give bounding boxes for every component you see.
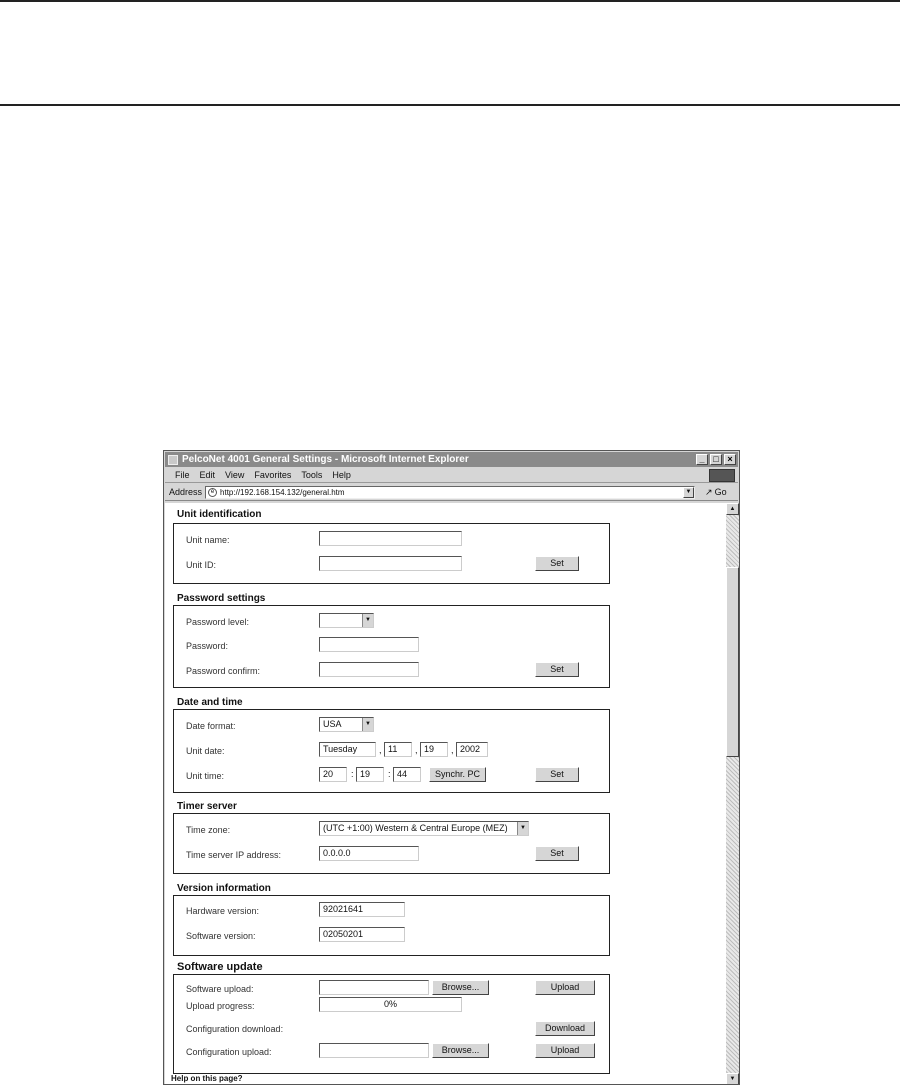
time-separator: : (351, 769, 354, 779)
password-level-select[interactable] (319, 613, 374, 628)
date-format-value: USA (323, 719, 342, 729)
password-set-button[interactable]: Set (535, 662, 579, 677)
go-label: Go (714, 487, 727, 497)
title-bar (165, 452, 738, 467)
hardware-version-label: Hardware version: (186, 906, 260, 916)
address-label: Address (169, 487, 203, 497)
menu-tools[interactable]: Tools (301, 470, 323, 480)
menu-help[interactable]: Help (332, 470, 351, 480)
vertical-scrollbar[interactable] (726, 503, 739, 1085)
software-version-label: Software version: (186, 931, 256, 941)
page-icon: e (208, 488, 217, 497)
menu-view[interactable]: View (225, 470, 245, 480)
hardware-version-field: 92021641 (319, 902, 405, 917)
menu-edit[interactable]: Edit (199, 470, 216, 480)
version-information-title: Version information (177, 883, 271, 894)
password-settings-title: Password settings (177, 593, 266, 604)
windows-logo-icon (709, 469, 735, 482)
date-format-select[interactable] (319, 717, 374, 732)
configuration-download-button[interactable]: Download (535, 1021, 595, 1036)
scrollbar-thumb[interactable] (726, 567, 739, 757)
chevron-down-icon: ▼ (517, 822, 528, 835)
minimize-button[interactable]: _ (696, 454, 708, 465)
second-input[interactable]: 44 (393, 767, 421, 782)
unit-name-label: Unit name: (186, 535, 230, 545)
date-and-time-title: Date and time (177, 697, 243, 708)
unit-time-label: Unit time: (186, 771, 225, 781)
address-input[interactable] (205, 486, 695, 499)
upload-progress-label: Upload progress: (186, 1001, 255, 1011)
help-link[interactable]: Help on this page? (171, 1074, 243, 1083)
window-title: PelcoNet 4001 General Settings - Microsoft Internet Explorer (182, 454, 469, 465)
menu-file[interactable]: File (175, 470, 190, 480)
hour-input[interactable]: 20 (319, 767, 347, 782)
day-input[interactable]: 19 (420, 742, 448, 757)
month-input[interactable]: 11 (384, 742, 412, 757)
close-button[interactable]: × (724, 454, 736, 465)
password-input[interactable] (319, 637, 419, 652)
weekday-input[interactable]: Tuesday (319, 742, 376, 757)
ie-app-icon (168, 455, 178, 465)
header-rule (0, 104, 900, 106)
configuration-browse-button[interactable]: Browse... (432, 1043, 489, 1058)
go-arrow-icon: ↗ (705, 486, 713, 497)
page-content (165, 503, 726, 1085)
date-separator: , (415, 745, 418, 755)
unit-date-label: Unit date: (186, 746, 225, 756)
address-bar (165, 484, 738, 501)
address-url: http://192.168.154.132/general.htm (220, 487, 345, 497)
date-time-set-button[interactable]: Set (535, 767, 579, 782)
year-input[interactable]: 2002 (456, 742, 488, 757)
date-separator: , (379, 745, 382, 755)
software-upload-input[interactable] (319, 980, 429, 995)
sync-pc-button[interactable]: Synchr. PC (429, 767, 486, 782)
software-update-title: Software update (177, 961, 263, 973)
minute-input[interactable]: 19 (356, 767, 384, 782)
software-upload-label: Software upload: (186, 984, 254, 994)
unit-name-input[interactable] (319, 531, 462, 546)
chevron-down-icon: ▼ (362, 718, 373, 731)
password-confirm-label: Password confirm: (186, 666, 261, 676)
time-zone-select[interactable] (319, 821, 529, 836)
software-browse-button[interactable]: Browse... (432, 980, 489, 995)
unit-identification-title: Unit identification (177, 509, 262, 520)
software-version-field: 02050201 (319, 927, 405, 942)
unit-id-input[interactable] (319, 556, 462, 571)
date-separator: , (451, 745, 454, 755)
chevron-down-icon: ▼ (362, 614, 373, 627)
configuration-upload-label: Configuration upload: (186, 1047, 272, 1057)
time-server-ip-label: Time server IP address: (186, 850, 282, 860)
top-rule (0, 0, 900, 2)
upload-progress-bar: 0% (319, 997, 462, 1012)
scroll-up-icon[interactable]: ▲ (726, 503, 739, 515)
menu-bar (165, 468, 738, 483)
date-format-label: Date format: (186, 721, 236, 731)
menu-favorites[interactable]: Favorites (254, 470, 292, 480)
configuration-download-label: Configuration download: (186, 1024, 284, 1034)
browser-window (163, 450, 740, 1085)
configuration-upload-button[interactable]: Upload (535, 1043, 595, 1058)
time-separator: : (388, 769, 391, 779)
configuration-upload-input[interactable] (319, 1043, 429, 1058)
time-server-ip-input[interactable]: 0.0.0.0 (319, 846, 419, 861)
time-zone-value: (UTC +1:00) Western & Central Europe (MEZ) (323, 823, 508, 833)
address-dropdown-icon[interactable]: ▼ (683, 487, 694, 498)
unit-identification-set-button[interactable]: Set (535, 556, 579, 571)
timer-server-title: Timer server (177, 801, 237, 812)
time-zone-label: Time zone: (186, 825, 231, 835)
maximize-button[interactable]: □ (710, 454, 722, 465)
password-label: Password: (186, 641, 229, 651)
timer-server-set-button[interactable]: Set (535, 846, 579, 861)
software-upload-button[interactable]: Upload (535, 980, 595, 995)
go-button[interactable] (705, 487, 727, 498)
scroll-down-icon[interactable]: ▼ (726, 1073, 739, 1085)
password-confirm-input[interactable] (319, 662, 419, 677)
password-level-label: Password level: (186, 617, 250, 627)
unit-id-label: Unit ID: (186, 560, 217, 570)
